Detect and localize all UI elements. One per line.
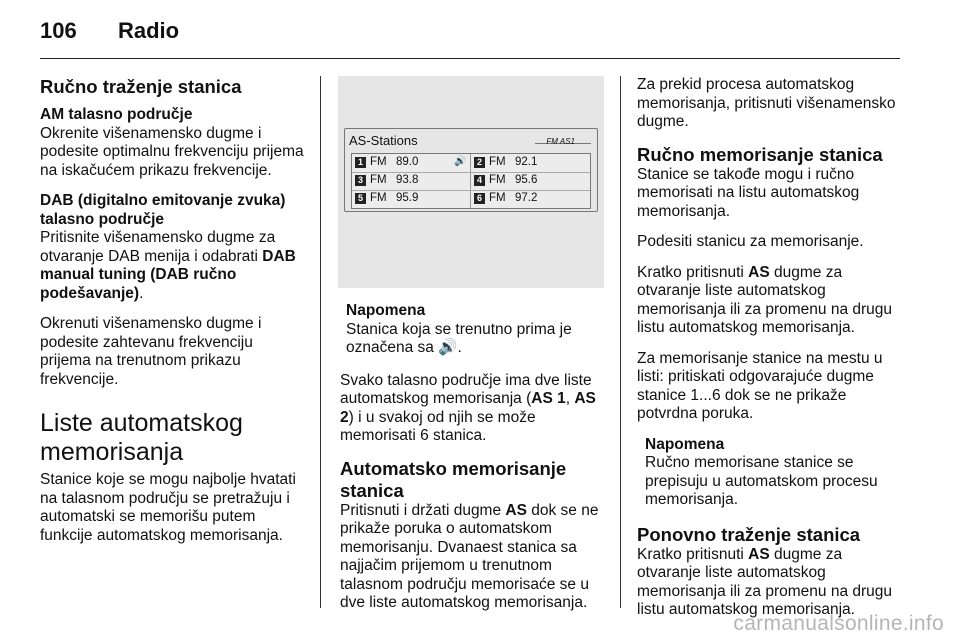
as-stations-screen-figure [338,76,604,288]
dab-text-post: . [139,284,144,302]
section-heading-manual-search: Ručno traženje stanica [40,76,242,97]
as-button-label: AS [505,501,527,519]
dab-menu-label: DAB manual tuning (DAB ručno podešavanje) [40,247,296,302]
station-preset-1[interactable] [352,154,470,171]
page-number: 106 [40,18,77,43]
paragraph-manual-store: Stanice se takođe mogu i ručno memorisati na listu automatskog memorisanja. [637,165,860,220]
paragraph-press-as [637,264,903,338]
station-frequency: 97.2 [515,192,538,204]
station-preset-4[interactable] [471,172,589,189]
text-post: dok se ne prikaže poruka o automatskom memorisanju. Dvanaest stanica sa najjačim prijemom u trenutnom talasnom području memorisaće se u dve liste automatskog memorisanja. [340,501,599,611]
station-band: FM [489,192,506,204]
note-block-1 [340,302,606,358]
station-frequency: 95.6 [515,174,538,186]
station-preset-5[interactable] [352,190,470,207]
station-band: FM [370,174,387,186]
preset-number: 2 [474,157,485,168]
column-divider-1 [320,76,321,608]
preset-number: 6 [474,193,485,204]
note-heading: Napomena [645,435,725,453]
column-1 [40,76,304,557]
paragraph-cancel: Za prekid procesa automatskog memorisanja, pritisnuti višenamensko dugme. [637,76,896,130]
section-heading-autostore-lists: Liste automatskog memorisanja [40,409,243,466]
text-post: dugme za otvaranje liste automatskog memorisanja ili za promenu na drugu listu automatskog memorisanja. [637,263,893,336]
text-post: dugme za otvaranje liste automatskog memorisanja ili za promenu na drugu listu automatskog memorisanja. [637,545,893,618]
watermark-text: carmanualsonline.info [733,612,944,635]
station-preset-2[interactable] [471,154,589,171]
text-pre: Kratko pritisnuti [637,545,749,563]
paragraph-retune [637,546,903,620]
dab-text-pre: Pritisnite višenamensko dugme za otvaranje DAB menija i odabrati [40,229,276,265]
station-preset-6[interactable] [471,190,589,207]
paragraph-store-position: Za memorisanje stanice na mestu u listi: pritiskati odgovarajuće dugme stanice 1...6 dok se ne prikaže potvrdna poruka. [637,349,883,422]
station-band: FM [489,174,506,186]
paragraph-dab-2: Okrenuti višenamensko dugme i podesite zahtevanu frekvenciju prijema na trenutnom prikazu frekvencije. [40,315,262,388]
column-2 [340,302,606,625]
column-3 [637,76,903,632]
station-frequency: 92.1 [515,156,538,168]
note-text: Stanica koja se trenutno prima je označena sa 🔊. [346,320,572,356]
as2-label: AS 2 [340,390,596,426]
text-pre: Svako talasno područje ima dve liste automatskog memorisanja ( [340,371,592,407]
as1-label: AS 1 [531,390,566,407]
header-divider [40,58,900,59]
as-button-label: AS [748,545,770,563]
text-sep: , [565,390,575,407]
station-frequency: 89.0 [396,156,419,168]
subheading-dab: DAB (digitalno emitovanje zvuka) talasno područje [40,192,286,228]
note-block-2 [637,436,903,510]
page-title: Radio [118,18,180,43]
text-pre: Kratko pritisnuti [637,263,749,281]
panel-title: AS-Stations [349,133,418,148]
paragraph-dab [40,229,304,303]
section-heading-manual-store: Ručno memorisanje stanica [637,143,883,165]
station-preset-3[interactable] [352,172,470,189]
subheading-am: AM talasno područje [40,106,193,123]
paragraph-autostore [340,502,606,613]
preset-number: 5 [355,193,366,204]
section-heading-autostore: Automatsko memorisanje stanica [340,457,567,501]
station-frequency: 95.9 [396,192,419,204]
station-band: FM [489,156,506,168]
as-stations-panel [344,128,598,212]
note-text: Ručno memorisane stanice se prepisuju u automatskom procesu memorisanja. [645,454,878,508]
column-divider-2 [620,76,621,608]
paragraph-am: Okrenite višenamensko dugme i podesite optimalnu frekvenciju prijema na iskačućem prikazu frekvencije. [40,124,304,179]
speaker-icon: 🔊 [454,156,467,167]
station-frequency: 93.8 [396,174,419,186]
paragraph-tune: Podesiti stanicu za memorisanje. [637,233,864,250]
paragraph-two-lists [340,372,606,446]
preset-number: 1 [355,157,366,168]
preset-number: 4 [474,175,485,186]
station-band: FM [370,192,387,204]
paragraph-autostore-lists: Stanice koje se mogu najbolje hvatati na talasnom području se pretražuju i automatski se memorišu putem funkcije automatskog memorisanja. [40,471,296,544]
text-pre: Pritisnuti i držati dugme [340,501,506,519]
note-heading: Napomena [346,302,426,319]
station-band: FM [370,156,387,168]
station-grid [351,153,591,209]
text-post: ) i u svakoj od njih se može memorisati 6 stanica. [340,408,536,444]
as-button-label: AS [748,263,770,281]
panel-tag: FM AS1 [546,137,575,146]
preset-number: 3 [355,175,366,186]
section-heading-retune: Ponovno traženje stanica [637,523,861,545]
